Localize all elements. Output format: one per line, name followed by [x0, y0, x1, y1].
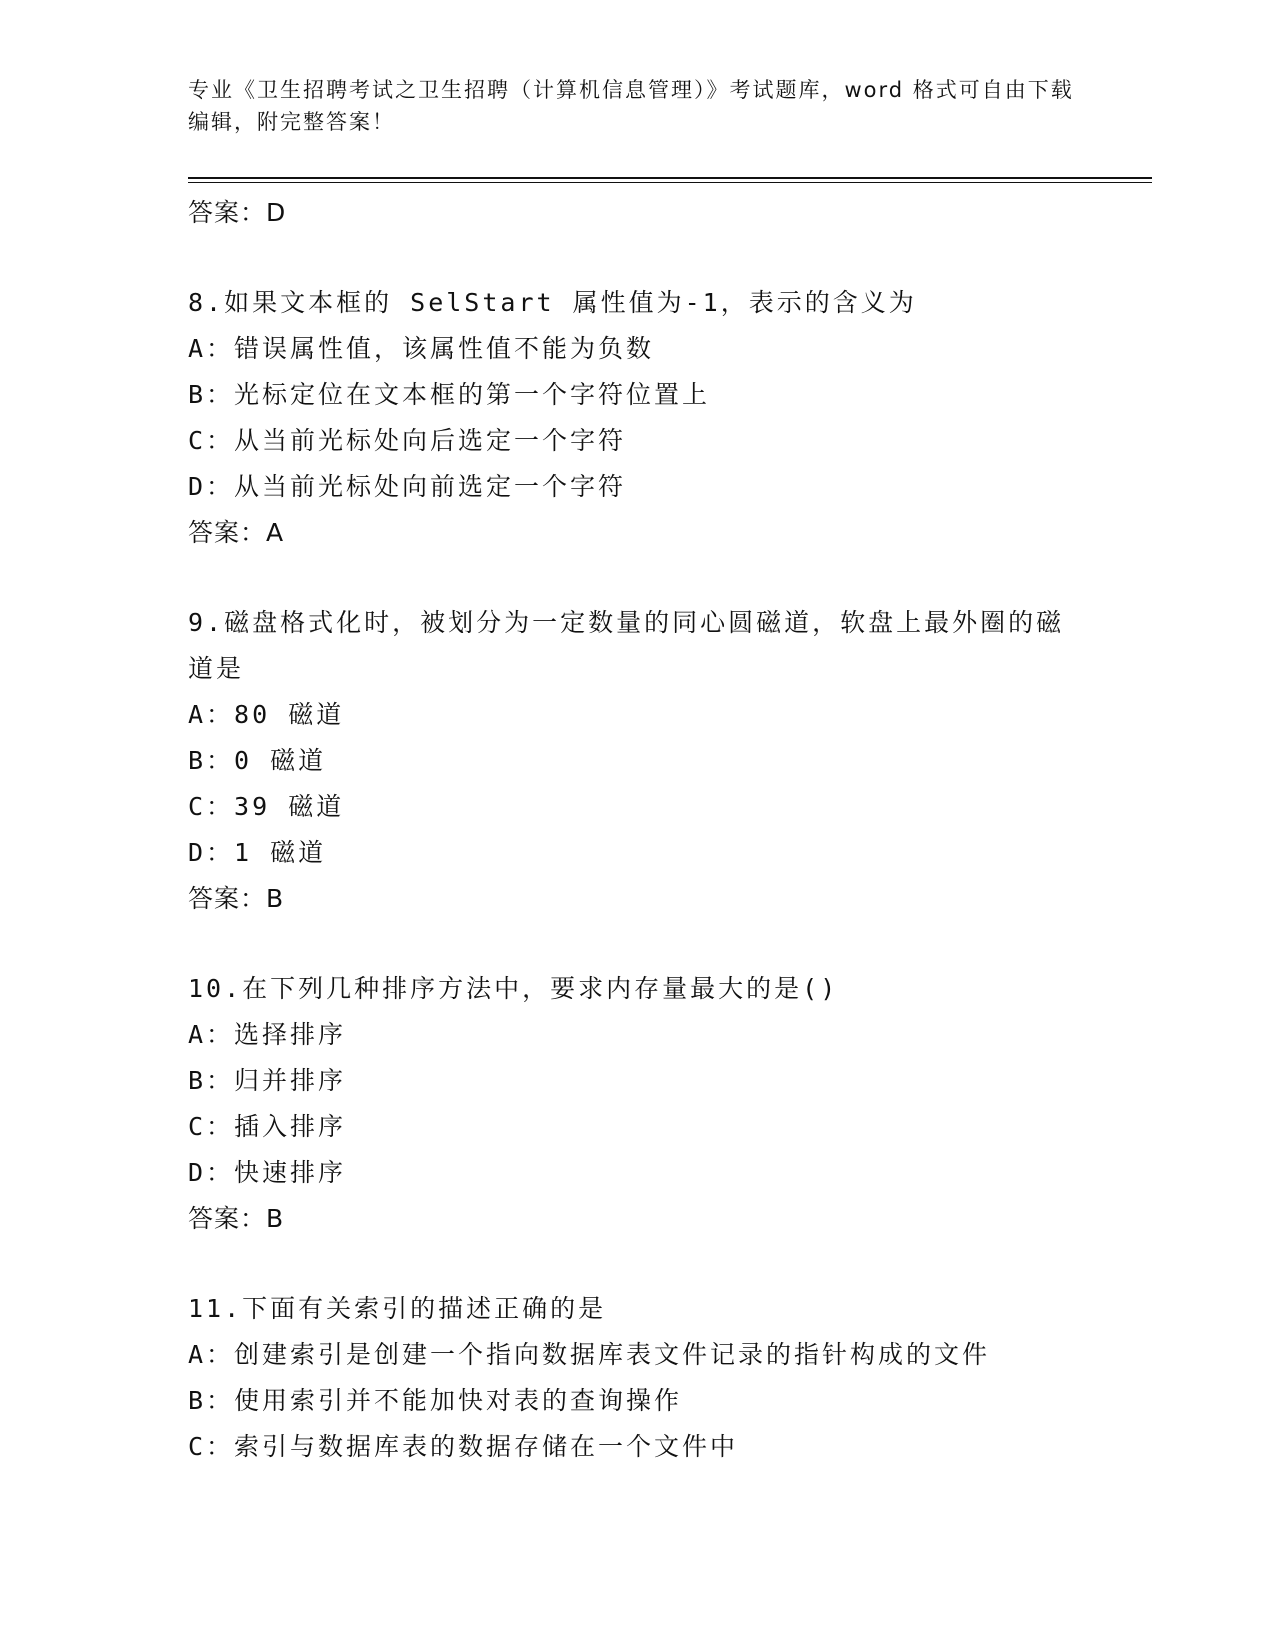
document-header: 专业《卫生招聘考试之卫生招聘（计算机信息管理）》考试题库，word 格式可自由下载编辑，附完整答案！	[188, 78, 1074, 134]
option-c: C：39 磁道	[188, 792, 345, 821]
option-b: B：归并排序	[188, 1066, 347, 1095]
question-stem: 11.下面有关索引的描述正确的是	[188, 1294, 607, 1323]
question-list	[188, 190, 1088, 1470]
answer-line: 答案：D	[188, 198, 287, 227]
question-10	[188, 966, 1088, 1242]
option-d: D：快速排序	[188, 1158, 347, 1187]
question-11	[188, 1286, 1088, 1470]
question-stem: 9.磁盘格式化时，被划分为一定数量的同心圆磁道，软盘上最外圈的磁道是	[188, 608, 1065, 683]
question-stem: 10.在下列几种排序方法中，要求内存量最大的是()	[188, 974, 839, 1003]
option-b: B：光标定位在文本框的第一个字符位置上	[188, 380, 711, 409]
option-b: B：使用索引并不能加快对表的查询操作	[188, 1386, 683, 1415]
option-c: C：插入排序	[188, 1112, 347, 1141]
question-stem: 8.如果文本框的 SelStart 属性值为-1，表示的含义为	[188, 288, 917, 317]
option-a: A：错误属性值，该属性值不能为负数	[188, 334, 655, 363]
option-a: A：选择排序	[188, 1020, 347, 1049]
answer-line: 答案：B	[188, 884, 285, 913]
option-b: B：0 磁道	[188, 746, 327, 775]
answer-line: 答案：A	[188, 518, 285, 547]
option-a: A：80 磁道	[188, 700, 345, 729]
header-divider-thick	[188, 177, 1152, 179]
option-c: C：索引与数据库表的数据存储在一个文件中	[188, 1432, 739, 1461]
option-d: D：从当前光标处向前选定一个字符	[188, 472, 627, 501]
answer-line: 答案：B	[188, 1204, 285, 1233]
option-c: C：从当前光标处向后选定一个字符	[188, 426, 627, 455]
header-divider-thin	[188, 182, 1152, 183]
question-8	[188, 280, 1088, 556]
option-d: D：1 磁道	[188, 838, 327, 867]
option-a: A：创建索引是创建一个指向数据库表文件记录的指针构成的文件	[188, 1340, 991, 1369]
question-9	[188, 600, 1088, 922]
